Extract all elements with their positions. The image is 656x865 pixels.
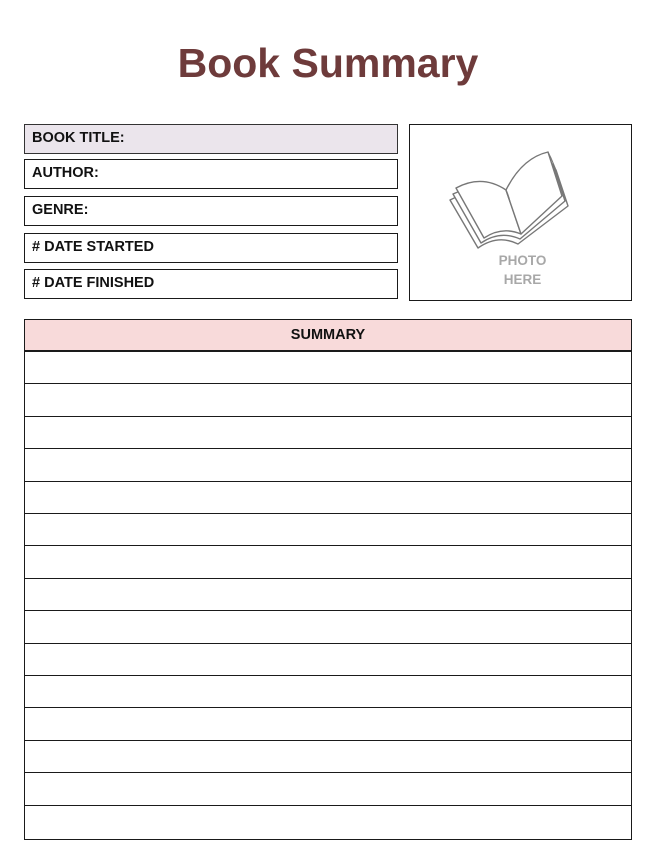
summary-line bbox=[25, 416, 631, 417]
summary-line bbox=[25, 545, 631, 546]
photo-caption bbox=[410, 251, 633, 289]
photo-placeholder[interactable] bbox=[409, 124, 632, 301]
summary-header: SUMMARY bbox=[25, 320, 631, 352]
summary-line bbox=[25, 740, 631, 741]
summary-line bbox=[25, 772, 631, 773]
author-label: AUTHOR: bbox=[32, 165, 99, 181]
summary-section bbox=[24, 319, 632, 840]
summary-line bbox=[25, 578, 631, 579]
date-started-label: # DATE STARTED bbox=[32, 239, 154, 255]
author-field[interactable] bbox=[24, 159, 398, 189]
book-title-label: BOOK TITLE: bbox=[32, 130, 125, 146]
summary-line bbox=[25, 707, 631, 708]
date-started-field[interactable] bbox=[24, 233, 398, 263]
summary-line bbox=[25, 383, 631, 384]
date-finished-field[interactable] bbox=[24, 269, 398, 299]
summary-line bbox=[25, 643, 631, 644]
photo-caption-line2: HERE bbox=[503, 272, 542, 287]
summary-line bbox=[25, 675, 631, 676]
summary-line bbox=[25, 513, 631, 514]
page-title: Book Summary bbox=[177, 40, 479, 86]
photo-caption-line1: PHOTO bbox=[498, 253, 547, 268]
genre-label: GENRE: bbox=[32, 202, 89, 218]
summary-line bbox=[25, 610, 631, 611]
summary-line bbox=[25, 448, 631, 449]
summary-line bbox=[25, 481, 631, 482]
genre-field[interactable] bbox=[24, 196, 398, 226]
date-finished-label: # DATE FINISHED bbox=[32, 275, 155, 291]
summary-line bbox=[25, 805, 631, 806]
book-title-field[interactable] bbox=[24, 124, 398, 154]
open-book-icon bbox=[446, 144, 571, 252]
